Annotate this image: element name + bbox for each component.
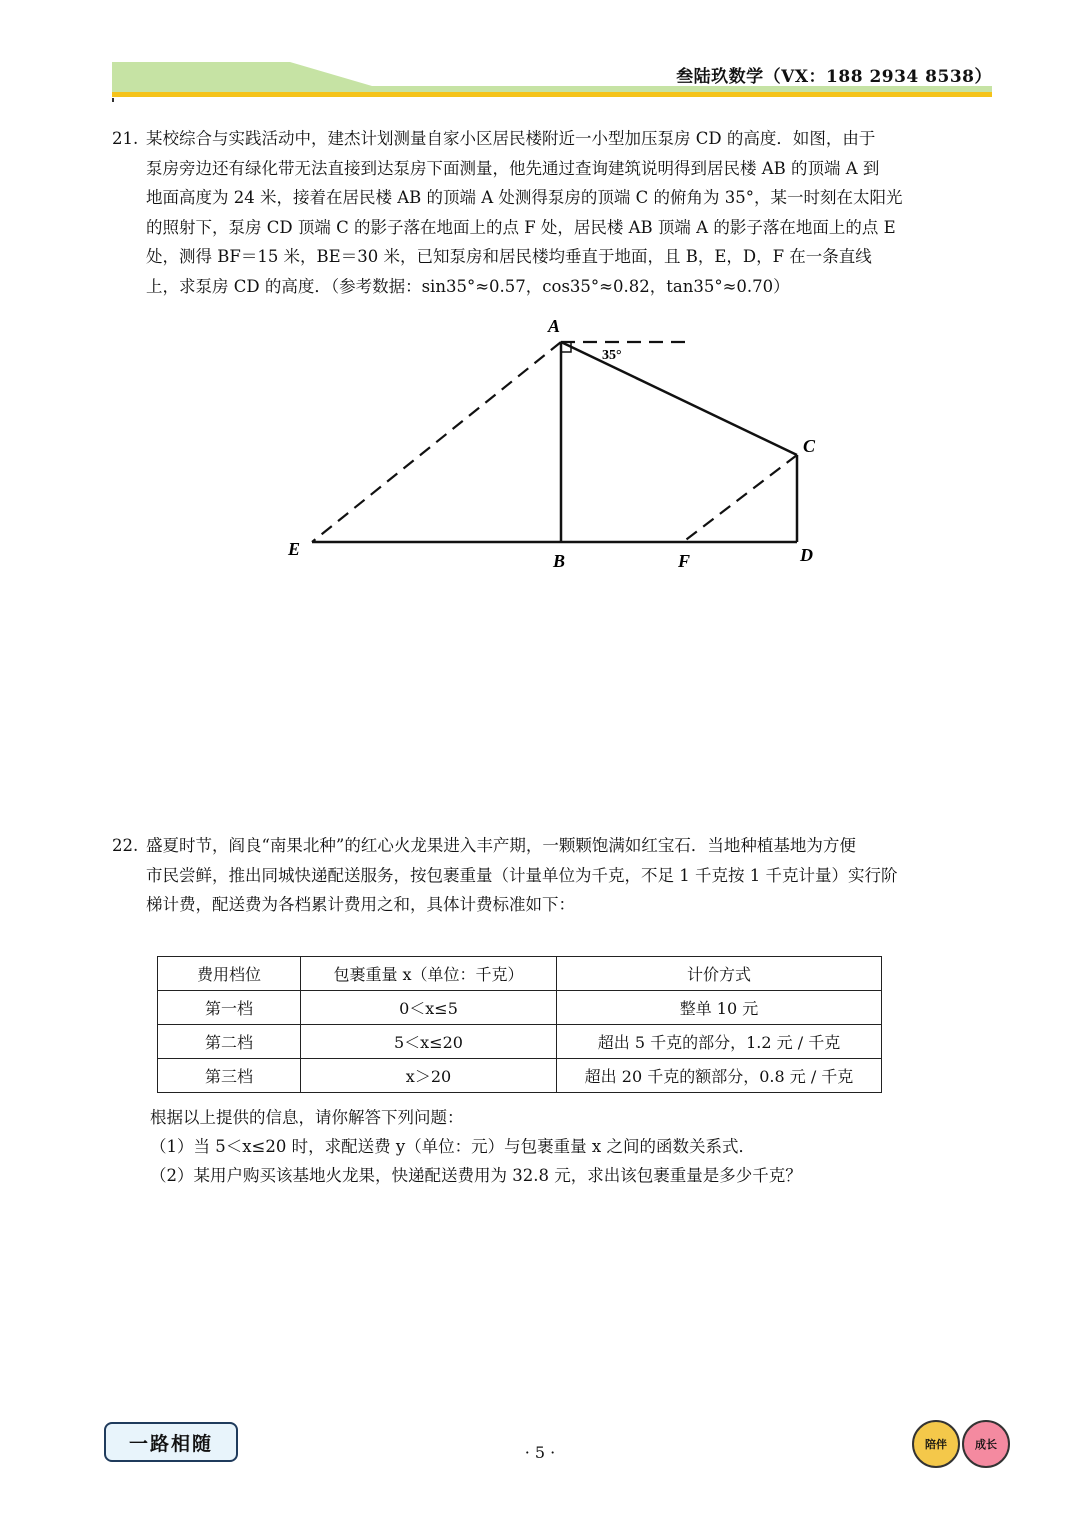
q22-part-1: （1）当 5＜x≤20 时，求配送费 y（单位：元）与包裹重量 x 之间的函数关系式． <box>150 1137 755 1156</box>
table-header-cell: 包裹重量 x（单位：千克） <box>301 957 557 991</box>
table-header-cell: 费用档位 <box>158 957 301 991</box>
q21-line-2: 泵房旁边还有绿化带无法直接到达泵房下面测量，他先通过查询建筑说明得到居民楼 AB 的顶端 A 到 <box>146 158 880 178</box>
q21-line-6: 上，求泵房 CD 的高度．（参考数据：sin35°≈0.57，cos35°≈0.82，tan35°≈0.70） <box>146 276 790 296</box>
label-C: C <box>803 436 816 456</box>
question-22 <box>112 831 998 920</box>
q21-figure <box>270 310 830 580</box>
label-F: F <box>678 551 691 571</box>
footer-slogan: 一路相随 <box>104 1422 238 1462</box>
q22-part-2: （2）某用户购买该基地火龙果，快递配送费用为 32.8 元，求出该包裹重量是多少千克？ <box>150 1166 802 1185</box>
label-A: A <box>548 316 561 336</box>
table-row <box>158 1025 882 1059</box>
q22-number: 22. <box>112 836 139 855</box>
footer-badge-right: 成长 <box>962 1420 1010 1468</box>
table-cell: 第三档 <box>158 1059 301 1093</box>
label-angle: 35° <box>602 348 622 363</box>
table-cell: 第一档 <box>158 991 301 1025</box>
dashed-CF <box>683 455 797 542</box>
table-cell: x＞20 <box>301 1059 557 1093</box>
label-D: D <box>800 545 813 565</box>
segment-AC <box>561 342 797 455</box>
table-cell: 整单 10 元 <box>557 991 882 1025</box>
q21-line-1: 21. 某校综合与实践活动中，建杰计划测量自家小区居民楼附近一小型加压泵房 CD 的高度．如图，由于 <box>112 124 998 154</box>
q21-line-5: 处，测得 BF＝15 米，BE＝30 米，已知泵房和居民楼均垂直于地面，且 B，E，D，F 在一条直线 <box>146 247 872 266</box>
page-number: · 5 · <box>524 1443 556 1462</box>
q22-line-3: 梯计费，配送费为各档累计费用之和，具体计费标准如下： <box>146 895 575 914</box>
header-yellow-line <box>112 92 992 97</box>
header-left-mark <box>112 98 114 102</box>
table-row <box>158 1059 882 1093</box>
q21-line-4: 的照射下，泵房 CD 顶端 C 的影子落在地面上的点 F 处，居民楼 AB 顶端 A 的影子落在地面上的点 E <box>146 217 896 237</box>
q22-prompt: 根据以上提供的信息，请你解答下列问题： <box>150 1108 464 1127</box>
table-cell: 5＜x≤20 <box>301 1025 557 1059</box>
label-B: B <box>553 551 566 571</box>
q22-subquestions <box>150 1103 802 1190</box>
table-cell: 超出 20 千克的额部分，0.8 元 / 千克 <box>557 1059 882 1093</box>
footer-badge-left: 陪伴 <box>912 1420 960 1468</box>
table-row <box>158 991 882 1025</box>
table-cell: 第二档 <box>158 1025 301 1059</box>
table-header-row <box>158 957 882 991</box>
question-21 <box>112 124 998 301</box>
q22-line-2: 市民尝鲜，推出同城快递配送服务，按包裹重量（计量单位为千克，不足 1 千克按 1 千克计量）实行阶 <box>146 865 898 885</box>
header-title: 叁陆玖数学（VX：188 2934 8538） <box>676 67 992 87</box>
table-cell: 超出 5 千克的部分，1.2 元 / 千克 <box>557 1025 882 1059</box>
fee-table <box>157 956 882 1093</box>
table-cell: 0＜x≤5 <box>301 991 557 1025</box>
q21-number: 21. <box>112 129 139 148</box>
q22-line-1: 22. 盛夏时节，阎良“南果北种”的红心火龙果进入丰产期，一颗颗饱满如红宝石．当地种植基地为方便 <box>112 831 998 861</box>
table-header-cell: 计价方式 <box>557 957 882 991</box>
q21-line-3: 地面高度为 24 米，接着在居民楼 AB 的顶端 A 处测得泵房的顶端 C 的俯角为 35°，某一时刻在太阳光 <box>146 188 903 207</box>
label-E: E <box>288 539 301 559</box>
dashed-AE <box>312 342 561 542</box>
